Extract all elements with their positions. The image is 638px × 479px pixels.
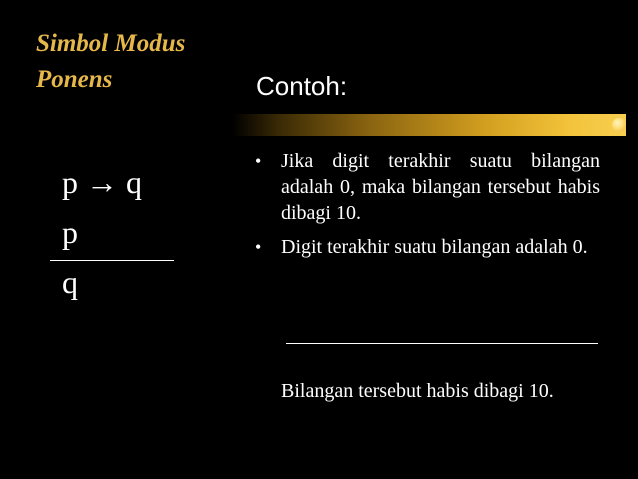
symbolic-premise-1: p → q xyxy=(62,164,142,200)
example-conclusion-divider xyxy=(286,343,598,344)
symbolic-premise-2: p xyxy=(62,214,78,250)
accent-bar xyxy=(232,114,626,136)
accent-bar-end-dot xyxy=(612,118,626,132)
symbolic-conclusion-divider xyxy=(50,260,174,261)
symbolic-conclusion: q xyxy=(62,264,78,300)
example-bullet-premise-2 xyxy=(255,234,600,260)
example-conclusion: Bilangan tersebut habis dibagi 10. xyxy=(281,380,554,402)
slide-title-line-1: Simbol Modus xyxy=(36,30,186,57)
example-label: Contoh: xyxy=(256,71,348,101)
bullet-marker: • xyxy=(255,237,262,257)
slide-title-line-2: Ponens xyxy=(36,66,113,93)
bullet-marker: • xyxy=(255,151,262,171)
example-bullet-list xyxy=(255,148,600,260)
bullet-text: Digit terakhir suatu bilangan adalah 0. xyxy=(281,236,588,258)
slide-title xyxy=(36,26,185,98)
example-bullet-premise-1 xyxy=(255,148,600,226)
bullet-text: Jika digit terakhir suatu bilangan adalah 0, maka bilangan tersebut habis dibagi 10. xyxy=(281,150,600,224)
